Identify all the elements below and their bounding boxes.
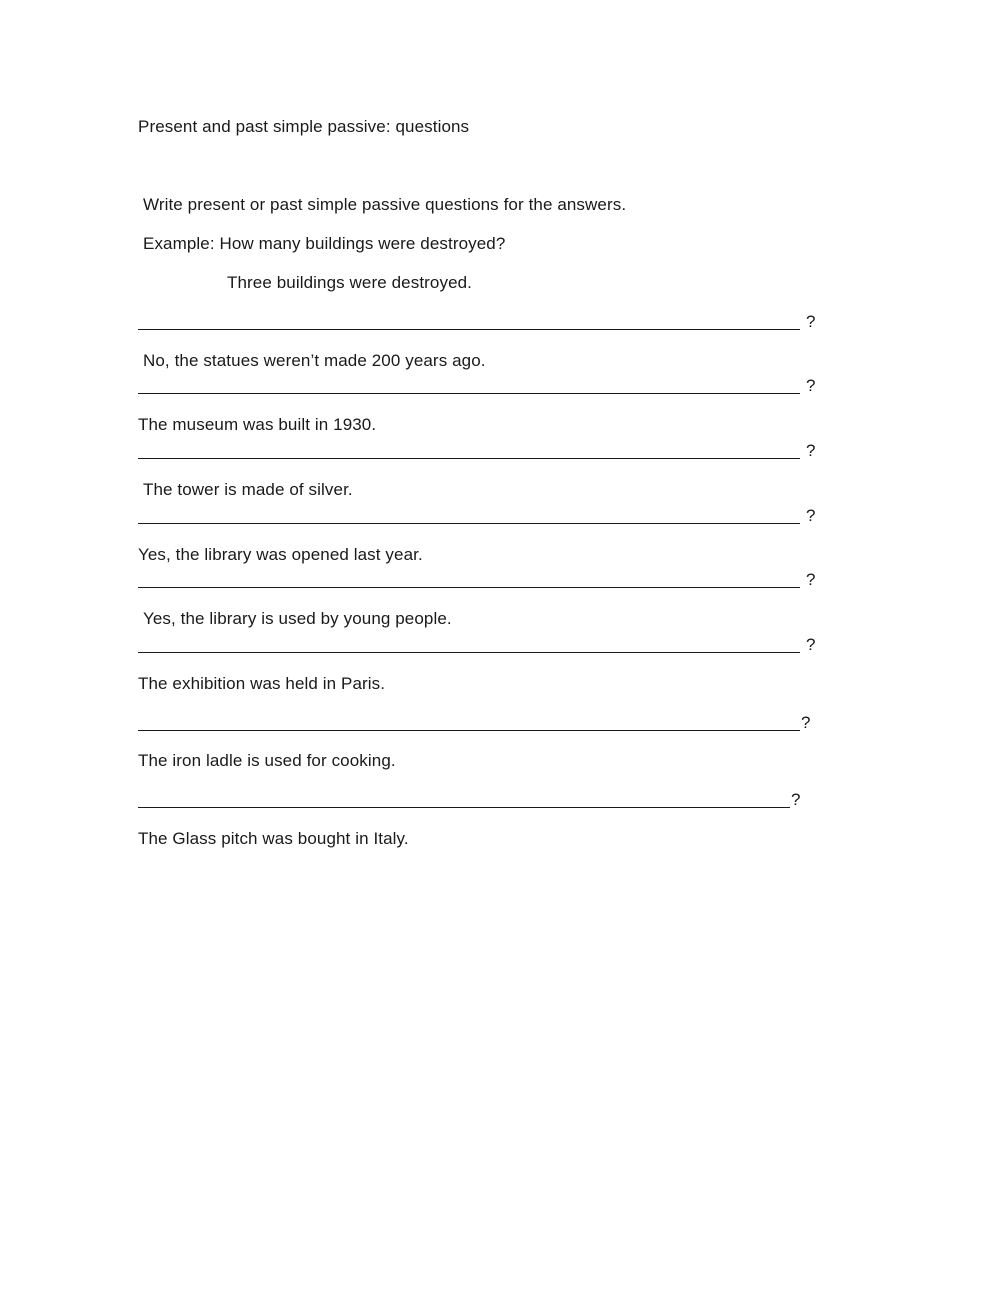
question-mark: ? — [806, 441, 816, 460]
question-mark: ? — [806, 312, 816, 331]
question-blank-8[interactable] — [138, 790, 803, 810]
question-mark: ? — [801, 713, 811, 732]
answer-text-5: Yes, the library is used by young people. — [143, 609, 452, 628]
blank-rule — [138, 587, 800, 588]
blank-rule — [138, 329, 800, 330]
instruction-text: Write present or past simple passive questions for the answers. — [143, 195, 627, 214]
question-mark: ? — [791, 790, 801, 809]
blank-rule — [138, 393, 800, 394]
example-question: Example: How many buildings were destroyed? — [143, 234, 506, 253]
question-mark: ? — [806, 635, 816, 654]
blank-rule — [138, 523, 800, 524]
question-mark: ? — [806, 570, 816, 589]
answer-text-8: The Glass pitch was bought in Italy. — [138, 829, 409, 848]
blank-rule — [138, 807, 790, 808]
question-blank-1[interactable] — [138, 312, 818, 332]
question-blank-4[interactable] — [138, 506, 818, 526]
blank-rule — [138, 730, 800, 731]
question-mark: ? — [806, 506, 816, 525]
answer-text-1: No, the statues weren’t made 200 years ago. — [143, 351, 486, 370]
example-answer: Three buildings were destroyed. — [227, 273, 473, 292]
question-blank-7[interactable] — [138, 713, 813, 733]
answer-text-3: The tower is made of silver. — [143, 480, 353, 499]
answer-text-7: The iron ladle is used for cooking. — [138, 751, 396, 770]
question-blank-6[interactable] — [138, 635, 818, 655]
answer-text-6: The exhibition was held in Paris. — [138, 674, 386, 693]
worksheet-title: Present and past simple passive: questions — [138, 117, 470, 136]
blank-rule — [138, 458, 800, 459]
question-blank-3[interactable] — [138, 441, 818, 461]
answer-text-4: Yes, the library was opened last year. — [138, 545, 423, 564]
answer-text-2: The museum was built in 1930. — [138, 415, 377, 434]
question-blank-5[interactable] — [138, 570, 818, 590]
question-blank-2[interactable] — [138, 376, 818, 396]
blank-rule — [138, 652, 800, 653]
question-mark: ? — [806, 376, 816, 395]
